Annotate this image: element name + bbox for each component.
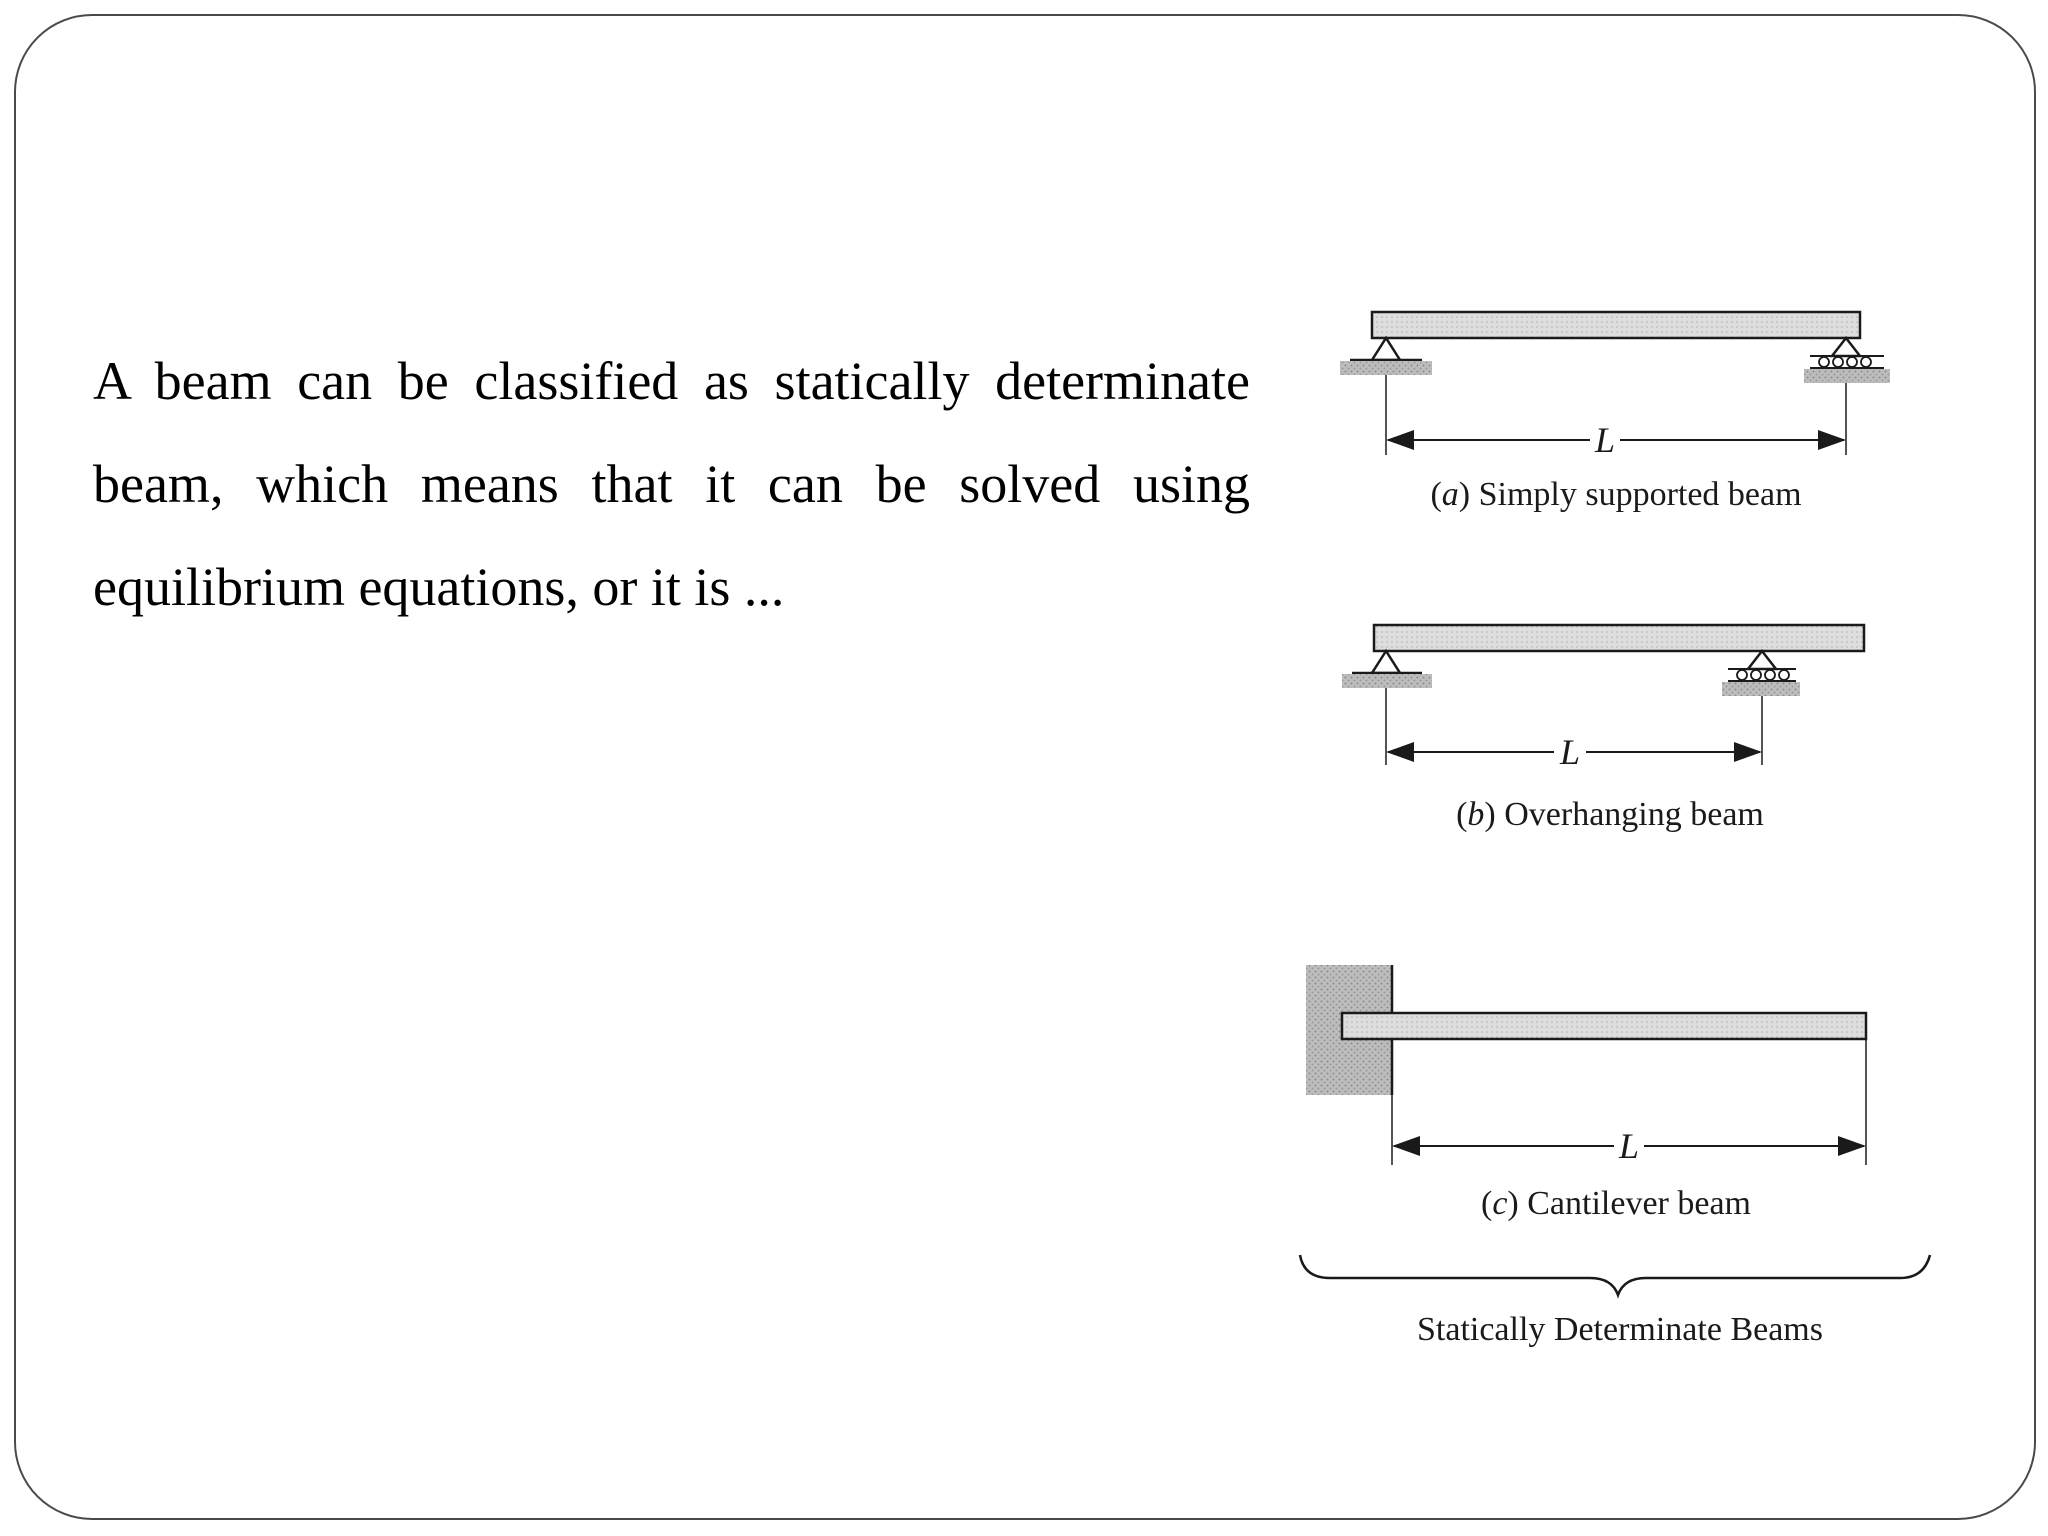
dimension-label-a: L [1594,420,1616,460]
cantilever-beam-diagram [1306,965,1866,1222]
caption-cantilever: (c) Cantilever beam [1481,1185,1751,1222]
overhanging-beam-diagram [1342,625,1864,833]
caption-overhanging: (b) Overhanging beam [1456,796,1764,833]
beam-c [1342,1013,1866,1039]
body-line-2: beam, which means that it can be solved using [93,454,1250,514]
roller-support-icon [1804,338,1890,383]
dimension-label-c: L [1618,1126,1640,1166]
pin-support-icon [1340,338,1432,375]
body-line-3: equilibrium equations, or it is ... [93,557,785,617]
beam-types-figure [1290,280,1930,1360]
pin-support-icon [1342,651,1432,688]
grouping-brace [1300,1255,1930,1295]
group-caption: Statically Determinate Beams [1417,1311,1823,1348]
beam-diagrams-svg [1290,280,1930,1360]
beam-b [1374,625,1864,651]
body-line-1: A beam can be classified as statically determinate [93,351,1250,411]
dimension-label-b: L [1559,732,1581,772]
simply-supported-beam-diagram [1340,312,1890,513]
roller-support-icon [1722,651,1800,696]
beam-a [1372,312,1860,338]
caption-simply-supported: (a) Simply supported beam [1430,476,1802,513]
body-paragraph [93,330,1250,639]
